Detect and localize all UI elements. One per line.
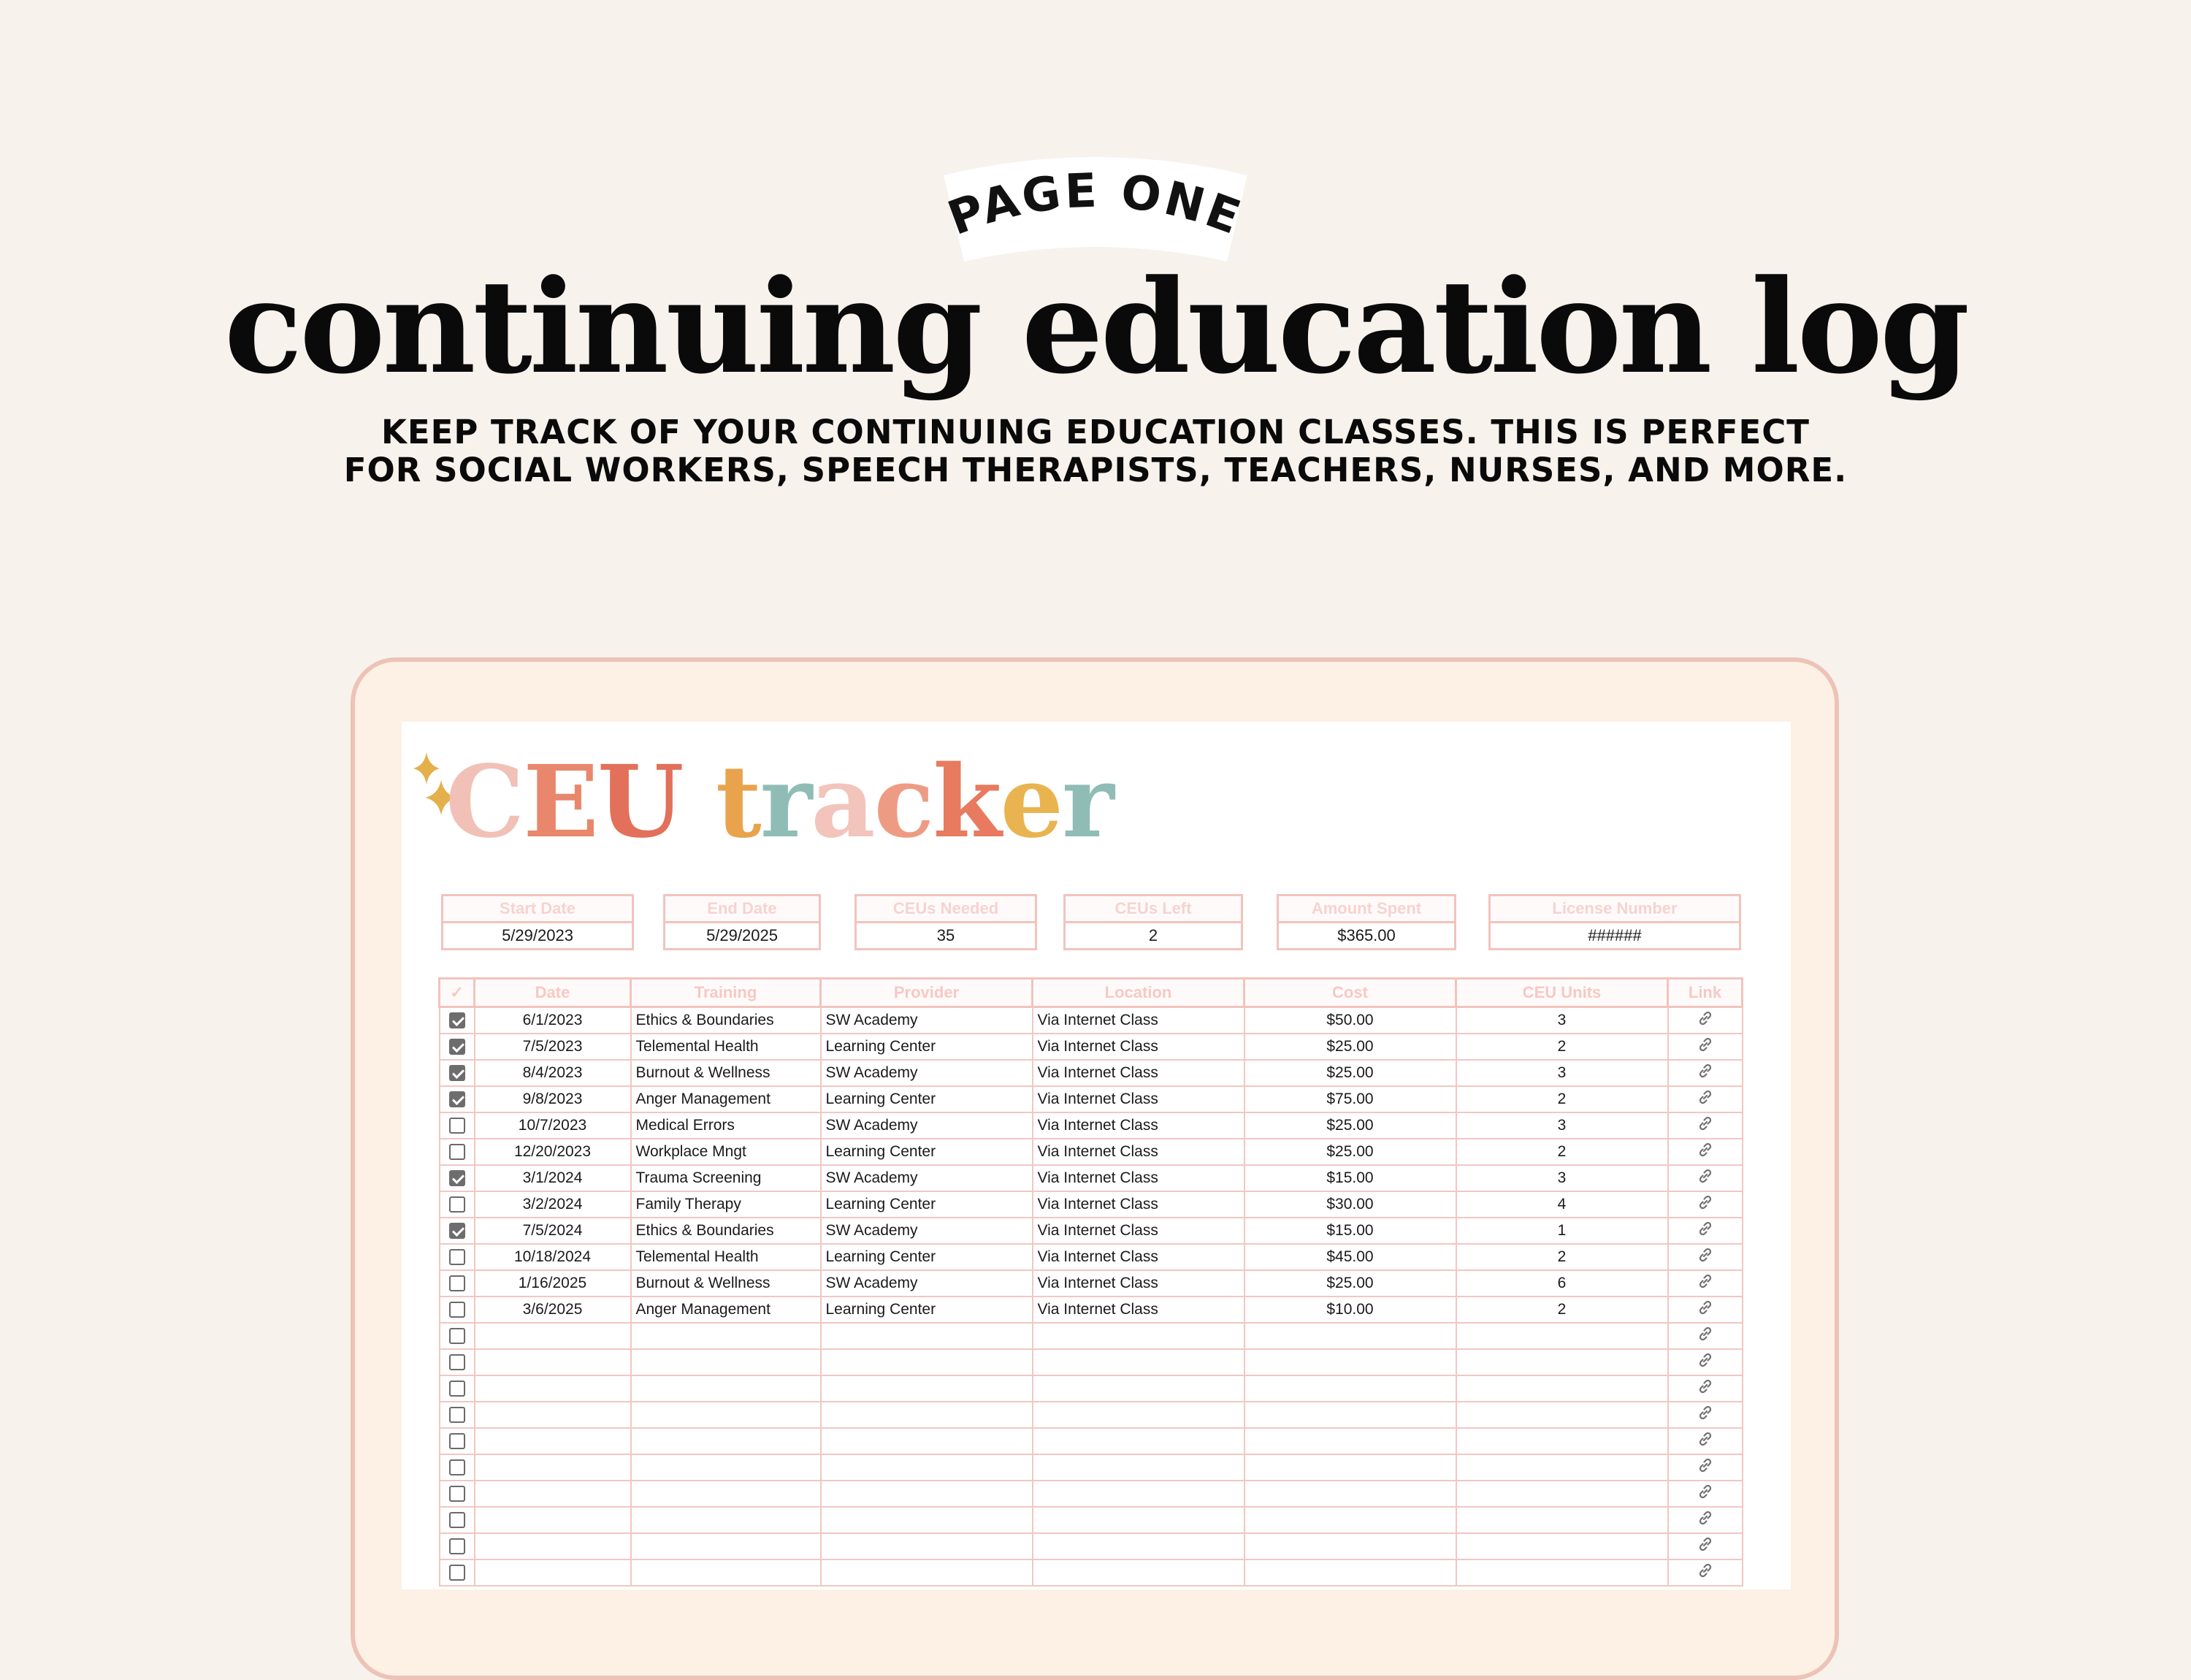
link-icon[interactable] bbox=[1697, 1430, 1714, 1452]
table-row bbox=[440, 1323, 1743, 1349]
row-check-cell bbox=[440, 1507, 475, 1533]
column-header-training: Training bbox=[631, 979, 821, 1007]
table-row bbox=[440, 1060, 1743, 1086]
row-link-cell bbox=[1668, 1402, 1743, 1428]
row-link-cell bbox=[1668, 1139, 1743, 1165]
cell-cost[interactable] bbox=[1244, 1375, 1456, 1402]
cell-date[interactable]: 8/4/2023 bbox=[475, 1060, 631, 1086]
cell-units[interactable] bbox=[1456, 1507, 1668, 1533]
cell-date[interactable] bbox=[475, 1533, 631, 1559]
cell-cost[interactable]: $10.00 bbox=[1244, 1297, 1456, 1323]
cell-location[interactable] bbox=[1033, 1507, 1244, 1533]
row-check-cell bbox=[440, 1454, 475, 1481]
row-link-cell bbox=[1668, 1454, 1743, 1481]
row-link-cell bbox=[1668, 1559, 1743, 1586]
cell-provider[interactable] bbox=[821, 1375, 1033, 1402]
column-header-ceu-units: CEU Units bbox=[1456, 979, 1668, 1007]
title-letter: E bbox=[523, 744, 597, 860]
cell-location[interactable] bbox=[1033, 1349, 1244, 1375]
row-checkbox[interactable] bbox=[449, 1039, 465, 1055]
cell-training[interactable] bbox=[631, 1481, 821, 1507]
cell-location[interactable]: Via Internet Class bbox=[1033, 1191, 1244, 1218]
column-header-provider: Provider bbox=[821, 979, 1033, 1007]
table-row bbox=[440, 1112, 1743, 1139]
link-icon[interactable] bbox=[1697, 1325, 1714, 1347]
row-check-cell bbox=[440, 1165, 475, 1191]
ceu-tracker-title bbox=[446, 744, 1113, 860]
cell-units[interactable] bbox=[1456, 1559, 1668, 1586]
table-row bbox=[440, 1270, 1743, 1297]
cell-location[interactable]: Via Internet Class bbox=[1033, 1112, 1244, 1139]
table-row bbox=[440, 1218, 1743, 1244]
cell-date[interactable]: 10/18/2024 bbox=[475, 1244, 631, 1270]
row-checkbox[interactable] bbox=[449, 1512, 465, 1528]
cell-training[interactable]: Family Therapy bbox=[631, 1191, 821, 1218]
cell-location[interactable]: Via Internet Class bbox=[1033, 1086, 1244, 1112]
page-subtitle bbox=[0, 413, 2191, 489]
row-link-cell bbox=[1668, 1244, 1743, 1270]
title-space bbox=[683, 744, 716, 860]
cell-training[interactable]: Ethics & Boundaries bbox=[631, 1218, 821, 1244]
row-check-cell bbox=[440, 1559, 475, 1586]
title-letter: r bbox=[760, 744, 811, 860]
cell-training[interactable] bbox=[631, 1349, 821, 1375]
link-icon[interactable] bbox=[1697, 1509, 1714, 1531]
table-row bbox=[440, 1297, 1743, 1323]
cell-provider[interactable] bbox=[821, 1402, 1033, 1428]
page-subtitle-line-1: KEEP TRACK OF YOUR CONTINUING EDUCATION CLASSES. THIS IS PERFECT bbox=[381, 413, 1810, 451]
cell-units[interactable]: 2 bbox=[1456, 1297, 1668, 1323]
cell-training[interactable]: Trauma Screening bbox=[631, 1165, 821, 1191]
row-checkbox[interactable] bbox=[449, 1407, 465, 1423]
row-link-cell bbox=[1668, 1191, 1743, 1218]
cell-cost[interactable]: $25.00 bbox=[1244, 1139, 1456, 1165]
row-link-cell bbox=[1668, 1060, 1743, 1086]
cell-date[interactable] bbox=[475, 1349, 631, 1375]
title-letter: a bbox=[811, 744, 874, 860]
page-subtitle-line-2: FOR SOCIAL WORKERS, SPEECH THERAPISTS, TEACHERS, NURSES, AND MORE. bbox=[343, 451, 1848, 489]
cell-provider[interactable]: SW Academy bbox=[821, 1060, 1033, 1086]
cell-training[interactable] bbox=[631, 1559, 821, 1586]
row-link-cell bbox=[1668, 1349, 1743, 1375]
cell-provider[interactable]: Learning Center bbox=[821, 1244, 1033, 1270]
link-icon[interactable] bbox=[1697, 1299, 1714, 1321]
link-icon[interactable] bbox=[1697, 1562, 1714, 1584]
column-header-check: ✓ bbox=[440, 979, 475, 1007]
row-check-cell bbox=[440, 1270, 475, 1297]
row-checkbox[interactable] bbox=[449, 1091, 465, 1107]
title-letter: e bbox=[1000, 744, 1063, 860]
summary-start-date bbox=[441, 894, 634, 950]
row-check-cell bbox=[440, 1533, 475, 1559]
row-check-cell bbox=[440, 1297, 475, 1323]
cell-provider[interactable]: Learning Center bbox=[821, 1191, 1033, 1218]
row-link-cell bbox=[1668, 1533, 1743, 1559]
cell-date[interactable]: 10/7/2023 bbox=[475, 1112, 631, 1139]
cell-cost[interactable]: $50.00 bbox=[1244, 1007, 1456, 1034]
cell-date[interactable]: 1/16/2025 bbox=[475, 1270, 631, 1297]
table-row bbox=[440, 1481, 1743, 1507]
row-checkbox[interactable] bbox=[449, 1170, 465, 1186]
row-check-cell bbox=[440, 1481, 475, 1507]
table-row bbox=[440, 1402, 1743, 1428]
link-icon[interactable] bbox=[1697, 1351, 1714, 1373]
cell-training[interactable]: Workplace Mngt bbox=[631, 1139, 821, 1165]
row-check-cell bbox=[440, 1034, 475, 1060]
cell-units[interactable]: 3 bbox=[1456, 1007, 1668, 1034]
cell-date[interactable]: 3/1/2024 bbox=[475, 1165, 631, 1191]
cell-units[interactable]: 2 bbox=[1456, 1034, 1668, 1060]
cell-units[interactable] bbox=[1456, 1323, 1668, 1349]
cell-provider[interactable]: SW Academy bbox=[821, 1218, 1033, 1244]
row-checkbox[interactable] bbox=[449, 1118, 465, 1134]
cell-provider[interactable] bbox=[821, 1533, 1033, 1559]
cell-training[interactable]: Burnout & Wellness bbox=[631, 1270, 821, 1297]
cell-location[interactable] bbox=[1033, 1323, 1244, 1349]
link-icon[interactable] bbox=[1697, 1141, 1714, 1163]
summary-ceus-needed bbox=[854, 894, 1037, 950]
row-link-cell bbox=[1668, 1323, 1743, 1349]
table-row bbox=[440, 1533, 1743, 1559]
cell-location[interactable] bbox=[1033, 1375, 1244, 1402]
row-checkbox[interactable] bbox=[449, 1275, 465, 1291]
link-icon[interactable] bbox=[1697, 1456, 1714, 1478]
summary-label: CEUs Left bbox=[1063, 894, 1243, 923]
cell-training[interactable]: Telemental Health bbox=[631, 1244, 821, 1270]
cell-units[interactable] bbox=[1456, 1402, 1668, 1428]
row-check-cell bbox=[440, 1139, 475, 1165]
row-check-cell bbox=[440, 1060, 475, 1086]
cell-units[interactable] bbox=[1456, 1428, 1668, 1454]
cell-provider[interactable]: SW Academy bbox=[821, 1007, 1033, 1034]
cell-location[interactable] bbox=[1033, 1402, 1244, 1428]
cell-date[interactable] bbox=[475, 1454, 631, 1481]
cell-provider[interactable]: Learning Center bbox=[821, 1086, 1033, 1112]
row-check-cell bbox=[440, 1428, 475, 1454]
cell-date[interactable] bbox=[475, 1559, 631, 1586]
spreadsheet-screen bbox=[402, 722, 1791, 1589]
row-link-cell bbox=[1668, 1165, 1743, 1191]
title-letter: k bbox=[933, 744, 1001, 860]
cell-units[interactable]: 4 bbox=[1456, 1191, 1668, 1218]
cell-training[interactable]: Anger Management bbox=[631, 1086, 821, 1112]
summary-ceus-left bbox=[1063, 894, 1243, 950]
cell-training[interactable] bbox=[631, 1402, 821, 1428]
column-header-cost: Cost bbox=[1244, 979, 1456, 1007]
cell-cost[interactable]: $45.00 bbox=[1244, 1244, 1456, 1270]
row-checkbox[interactable] bbox=[449, 1354, 465, 1370]
table-row bbox=[440, 1034, 1743, 1060]
row-checkbox[interactable] bbox=[449, 1144, 465, 1160]
cell-units[interactable] bbox=[1456, 1454, 1668, 1481]
cell-location[interactable]: Via Internet Class bbox=[1033, 1034, 1244, 1060]
link-icon[interactable] bbox=[1697, 1535, 1714, 1557]
summary-label: End Date bbox=[663, 894, 821, 923]
table-row bbox=[440, 1349, 1743, 1375]
cell-cost[interactable]: $30.00 bbox=[1244, 1191, 1456, 1218]
table-row bbox=[440, 1007, 1743, 1034]
summary-license-number bbox=[1488, 894, 1741, 950]
cell-provider[interactable] bbox=[821, 1507, 1033, 1533]
row-checkbox[interactable] bbox=[449, 1433, 465, 1449]
link-icon[interactable] bbox=[1697, 1036, 1714, 1058]
link-icon[interactable] bbox=[1697, 1483, 1714, 1505]
table-row bbox=[440, 1559, 1743, 1586]
row-link-cell bbox=[1668, 1218, 1743, 1244]
cell-date[interactable]: 9/8/2023 bbox=[475, 1086, 631, 1112]
title-letter: c bbox=[873, 744, 933, 860]
cell-training[interactable] bbox=[631, 1507, 821, 1533]
row-checkbox[interactable] bbox=[449, 1538, 465, 1554]
row-checkbox[interactable] bbox=[449, 1223, 465, 1239]
cell-location[interactable]: Via Internet Class bbox=[1033, 1060, 1244, 1086]
cell-date[interactable] bbox=[475, 1402, 631, 1428]
cell-cost[interactable] bbox=[1244, 1559, 1456, 1586]
row-check-cell bbox=[440, 1323, 475, 1349]
cell-date[interactable]: 3/6/2025 bbox=[475, 1297, 631, 1323]
title-letter: r bbox=[1062, 744, 1113, 860]
link-icon[interactable] bbox=[1697, 1062, 1714, 1084]
cell-location[interactable]: Via Internet Class bbox=[1033, 1165, 1244, 1191]
cell-units[interactable]: 2 bbox=[1456, 1244, 1668, 1270]
title-letter: U bbox=[597, 744, 683, 860]
title-letter: C bbox=[446, 744, 524, 860]
cell-provider[interactable]: SW Academy bbox=[821, 1165, 1033, 1191]
cell-location[interactable]: Via Internet Class bbox=[1033, 1270, 1244, 1297]
table-row bbox=[440, 1507, 1743, 1533]
row-checkbox[interactable] bbox=[449, 1565, 465, 1581]
row-checkbox[interactable] bbox=[449, 1249, 465, 1265]
cell-training[interactable]: Medical Errors bbox=[631, 1112, 821, 1139]
cell-date[interactable] bbox=[475, 1323, 631, 1349]
row-link-cell bbox=[1668, 1086, 1743, 1112]
cell-units[interactable] bbox=[1456, 1481, 1668, 1507]
row-link-cell bbox=[1668, 1007, 1743, 1034]
cell-cost[interactable] bbox=[1244, 1454, 1456, 1481]
cell-date[interactable]: 3/2/2024 bbox=[475, 1191, 631, 1218]
link-icon[interactable] bbox=[1697, 1404, 1714, 1426]
summary-label: CEUs Needed bbox=[854, 894, 1037, 923]
row-check-cell bbox=[440, 1112, 475, 1139]
cell-training[interactable]: Burnout & Wellness bbox=[631, 1060, 821, 1086]
cell-location[interactable] bbox=[1033, 1428, 1244, 1454]
summary-label: Amount Spent bbox=[1277, 894, 1456, 923]
summary-value-license-number[interactable]: ###### bbox=[1488, 921, 1741, 950]
table-row bbox=[440, 1428, 1743, 1454]
cell-provider[interactable]: Learning Center bbox=[821, 1139, 1033, 1165]
cell-units[interactable]: 2 bbox=[1456, 1086, 1668, 1112]
cell-cost[interactable] bbox=[1244, 1349, 1456, 1375]
row-link-cell bbox=[1668, 1428, 1743, 1454]
cell-cost[interactable]: $25.00 bbox=[1244, 1060, 1456, 1086]
row-check-cell bbox=[440, 1086, 475, 1112]
summary-value-start-date[interactable]: 5/29/2023 bbox=[441, 921, 634, 950]
row-checkbox[interactable] bbox=[449, 1381, 465, 1397]
cell-provider[interactable] bbox=[821, 1428, 1033, 1454]
table-row bbox=[440, 1086, 1743, 1112]
summary-value-end-date[interactable]: 5/29/2025 bbox=[663, 921, 821, 950]
cell-location[interactable] bbox=[1033, 1533, 1244, 1559]
row-link-cell bbox=[1668, 1034, 1743, 1060]
cell-provider[interactable] bbox=[821, 1559, 1033, 1586]
cell-cost[interactable]: $75.00 bbox=[1244, 1086, 1456, 1112]
cell-date[interactable] bbox=[475, 1507, 631, 1533]
cell-location[interactable]: Via Internet Class bbox=[1033, 1218, 1244, 1244]
summary-value-amount-spent[interactable]: $365.00 bbox=[1277, 921, 1456, 950]
row-link-cell bbox=[1668, 1112, 1743, 1139]
link-icon[interactable] bbox=[1697, 1009, 1714, 1031]
summary-label: Start Date bbox=[441, 894, 634, 923]
cell-training[interactable]: Anger Management bbox=[631, 1297, 821, 1323]
cell-cost[interactable] bbox=[1244, 1323, 1456, 1349]
cell-provider[interactable] bbox=[821, 1481, 1033, 1507]
cell-units[interactable]: 2 bbox=[1456, 1139, 1668, 1165]
cell-units[interactable] bbox=[1456, 1375, 1668, 1402]
cell-cost[interactable] bbox=[1244, 1402, 1456, 1428]
row-check-cell bbox=[440, 1349, 475, 1375]
cell-location[interactable] bbox=[1033, 1559, 1244, 1586]
ceu-log-table bbox=[438, 977, 1741, 1587]
cell-provider[interactable] bbox=[821, 1323, 1033, 1349]
column-header-link: Link bbox=[1668, 979, 1743, 1007]
row-checkbox[interactable] bbox=[449, 1302, 465, 1318]
column-header-date: Date bbox=[475, 979, 631, 1007]
table-row bbox=[440, 1139, 1743, 1165]
cell-cost[interactable] bbox=[1244, 1533, 1456, 1559]
table-row bbox=[440, 1375, 1743, 1402]
table-row bbox=[440, 1244, 1743, 1270]
cell-location[interactable] bbox=[1033, 1481, 1244, 1507]
row-check-cell bbox=[440, 1191, 475, 1218]
cell-location[interactable]: Via Internet Class bbox=[1033, 1007, 1244, 1034]
link-icon[interactable] bbox=[1697, 1378, 1714, 1400]
cell-training[interactable]: Ethics & Boundaries bbox=[631, 1007, 821, 1034]
row-check-cell bbox=[440, 1375, 475, 1402]
row-link-cell bbox=[1668, 1270, 1743, 1297]
cell-cost[interactable]: $25.00 bbox=[1244, 1112, 1456, 1139]
row-check-cell bbox=[440, 1244, 475, 1270]
summary-label: License Number bbox=[1488, 894, 1741, 923]
cell-cost[interactable] bbox=[1244, 1507, 1456, 1533]
summary-value-ceus-needed[interactable]: 35 bbox=[854, 921, 1037, 950]
row-checkbox[interactable] bbox=[449, 1459, 465, 1475]
title-letter: t bbox=[715, 744, 760, 860]
summary-amount-spent bbox=[1277, 894, 1456, 950]
row-link-cell bbox=[1668, 1375, 1743, 1402]
cell-provider[interactable]: Learning Center bbox=[821, 1297, 1033, 1323]
cell-training[interactable] bbox=[631, 1375, 821, 1402]
cell-units[interactable] bbox=[1456, 1533, 1668, 1559]
link-icon[interactable] bbox=[1697, 1246, 1714, 1268]
cell-cost[interactable] bbox=[1244, 1428, 1456, 1454]
cell-location[interactable]: Via Internet Class bbox=[1033, 1139, 1244, 1165]
table-header-row bbox=[440, 979, 1743, 1007]
cell-training[interactable]: Telemental Health bbox=[631, 1034, 821, 1060]
cell-training[interactable] bbox=[631, 1323, 821, 1349]
row-checkbox[interactable] bbox=[449, 1486, 465, 1502]
row-checkbox[interactable] bbox=[449, 1065, 465, 1081]
row-check-cell bbox=[440, 1218, 475, 1244]
table-row bbox=[440, 1165, 1743, 1191]
row-check-cell bbox=[440, 1007, 475, 1034]
cell-units[interactable]: 6 bbox=[1456, 1270, 1668, 1297]
cell-cost[interactable]: $25.00 bbox=[1244, 1034, 1456, 1060]
cell-date[interactable]: 12/20/2023 bbox=[475, 1139, 631, 1165]
summary-value-ceus-left[interactable]: 2 bbox=[1063, 921, 1243, 950]
link-icon[interactable] bbox=[1697, 1115, 1714, 1137]
cell-provider[interactable]: SW Academy bbox=[821, 1270, 1033, 1297]
page-headline: continuing education log bbox=[223, 251, 1968, 402]
cell-date[interactable]: 7/5/2023 bbox=[475, 1034, 631, 1060]
row-link-cell bbox=[1668, 1481, 1743, 1507]
table-row bbox=[440, 1191, 1743, 1218]
cell-units[interactable]: 3 bbox=[1456, 1112, 1668, 1139]
row-checkbox[interactable] bbox=[449, 1328, 465, 1344]
cell-date[interactable] bbox=[475, 1481, 631, 1507]
cell-date[interactable]: 6/1/2023 bbox=[475, 1007, 631, 1034]
cell-units[interactable]: 3 bbox=[1456, 1165, 1668, 1191]
cell-units[interactable]: 1 bbox=[1456, 1218, 1668, 1244]
link-icon[interactable] bbox=[1697, 1088, 1714, 1110]
cell-provider[interactable]: Learning Center bbox=[821, 1034, 1033, 1060]
row-checkbox[interactable] bbox=[449, 1196, 465, 1213]
cell-cost[interactable] bbox=[1244, 1481, 1456, 1507]
cell-units[interactable] bbox=[1456, 1349, 1668, 1375]
cell-location[interactable]: Via Internet Class bbox=[1033, 1297, 1244, 1323]
cell-provider[interactable]: SW Academy bbox=[821, 1112, 1033, 1139]
summary-end-date bbox=[663, 894, 821, 950]
cell-training[interactable] bbox=[631, 1533, 821, 1559]
cell-location[interactable] bbox=[1033, 1454, 1244, 1481]
cell-units[interactable]: 3 bbox=[1456, 1060, 1668, 1086]
link-icon[interactable] bbox=[1697, 1194, 1714, 1215]
row-check-cell bbox=[440, 1402, 475, 1428]
row-link-cell bbox=[1668, 1297, 1743, 1323]
cell-provider[interactable] bbox=[821, 1349, 1033, 1375]
cell-cost[interactable]: $15.00 bbox=[1244, 1218, 1456, 1244]
cell-date[interactable] bbox=[475, 1428, 631, 1454]
cell-training[interactable] bbox=[631, 1454, 821, 1481]
cell-date[interactable] bbox=[475, 1375, 631, 1402]
cell-cost[interactable]: $25.00 bbox=[1244, 1270, 1456, 1297]
row-checkbox[interactable] bbox=[449, 1012, 465, 1028]
link-icon[interactable] bbox=[1697, 1220, 1714, 1242]
link-icon[interactable] bbox=[1697, 1272, 1714, 1294]
cell-cost[interactable]: $15.00 bbox=[1244, 1165, 1456, 1191]
column-header-location: Location bbox=[1033, 979, 1244, 1007]
cell-training[interactable] bbox=[631, 1428, 821, 1454]
cell-provider[interactable] bbox=[821, 1454, 1033, 1481]
cell-date[interactable]: 7/5/2024 bbox=[475, 1218, 631, 1244]
page-badge-text: PAGE ONE bbox=[941, 164, 1250, 247]
link-icon[interactable] bbox=[1697, 1167, 1714, 1189]
row-link-cell bbox=[1668, 1507, 1743, 1533]
table-row bbox=[440, 1454, 1743, 1481]
cell-location[interactable]: Via Internet Class bbox=[1033, 1244, 1244, 1270]
